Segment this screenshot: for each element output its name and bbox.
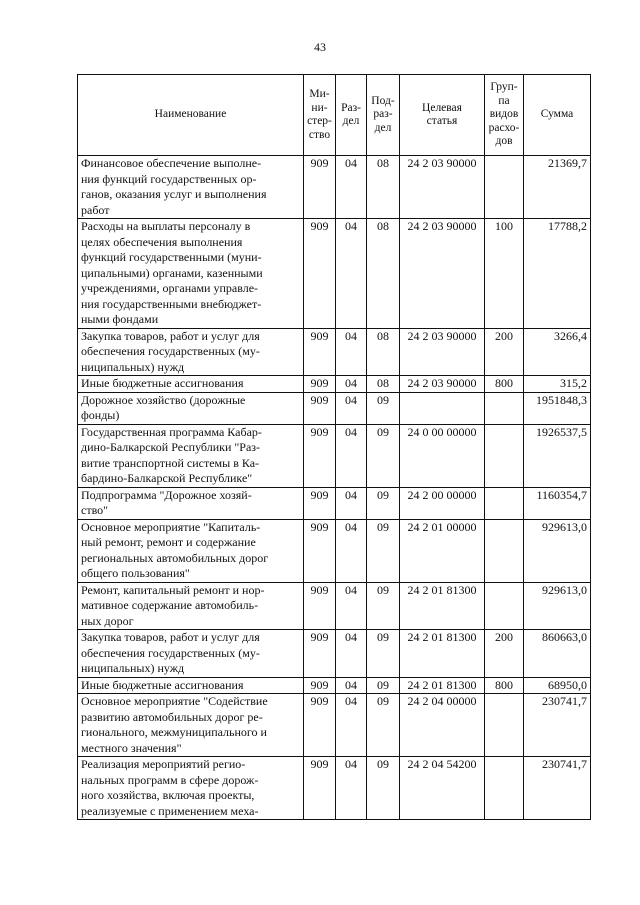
cell-section: 04 (336, 328, 367, 376)
cell-sum: 860663,0 (524, 630, 591, 678)
table-body (78, 156, 591, 820)
cell-sum: 1160354,7 (524, 487, 591, 519)
cell-target: 24 2 01 81300 (400, 582, 485, 630)
table-row (78, 677, 591, 694)
header-target: Целевая статья (400, 75, 485, 156)
cell-subsection: 09 (367, 630, 400, 678)
cell-sum: 21369,7 (524, 156, 591, 219)
cell-sum: 929613,0 (524, 582, 591, 630)
cell-sum: 929613,0 (524, 519, 591, 582)
cell-target: 24 2 03 90000 (400, 219, 485, 329)
cell-group: 200 (485, 630, 524, 678)
cell-target: 24 2 01 81300 (400, 630, 485, 678)
cell-target: 24 2 01 00000 (400, 519, 485, 582)
cell-ministry: 909 (304, 156, 336, 219)
cell-group: 200 (485, 328, 524, 376)
cell-ministry: 909 (304, 376, 336, 393)
cell-name: Основное мероприятие "Содействие развитию автомобильных дорог ре- гионального, межмуниципального и местного значения" (78, 694, 304, 757)
cell-section: 04 (336, 677, 367, 694)
cell-section: 04 (336, 519, 367, 582)
cell-group (485, 757, 524, 820)
cell-sum: 230741,7 (524, 694, 591, 757)
header-name: Наименование (78, 75, 304, 156)
cell-group: 800 (485, 677, 524, 694)
cell-ministry: 909 (304, 219, 336, 329)
cell-group (485, 156, 524, 219)
cell-name: Расходы на выплаты персоналу в целях обеспечения выполнения функций государственными (муни- ципальными) органами, казенными учреждениями, органами управле- ния государственными внебюджет- ными фондами (78, 219, 304, 329)
cell-sum: 1951848,3 (524, 392, 591, 424)
cell-ministry: 909 (304, 392, 336, 424)
cell-subsection: 08 (367, 376, 400, 393)
cell-section: 04 (336, 424, 367, 487)
cell-section: 04 (336, 694, 367, 757)
cell-name: Подпрограмма "Дорожное хозяй- ство" (78, 487, 304, 519)
cell-ministry: 909 (304, 677, 336, 694)
table-row (78, 519, 591, 582)
cell-name: Дорожное хозяйство (дорожные фонды) (78, 392, 304, 424)
cell-target: 24 2 03 90000 (400, 328, 485, 376)
table-row (78, 487, 591, 519)
header-ministry: Ми- ни- стер- ство (304, 75, 336, 156)
cell-ministry: 909 (304, 328, 336, 376)
cell-name: Основное мероприятие "Капиталь- ный ремонт, ремонт и содержание региональных автомобильных дорог общего пользования" (78, 519, 304, 582)
cell-ministry: 909 (304, 487, 336, 519)
table-row (78, 392, 591, 424)
cell-section: 04 (336, 630, 367, 678)
cell-target: 24 2 04 54200 (400, 757, 485, 820)
cell-sum: 230741,7 (524, 757, 591, 820)
cell-target: 24 2 00 00000 (400, 487, 485, 519)
cell-target: 24 0 00 00000 (400, 424, 485, 487)
cell-name: Иные бюджетные ассигнования (78, 677, 304, 694)
cell-sum: 68950,0 (524, 677, 591, 694)
cell-name: Государственная программа Кабар- дино-Балкарской Республики "Раз- витие транспортной системы в Ка- бардино-Балкарской Республике" (78, 424, 304, 487)
cell-name: Закупка товаров, работ и услуг для обеспечения государственных (му- ниципальных) нужд (78, 630, 304, 678)
cell-subsection: 09 (367, 757, 400, 820)
cell-subsection: 09 (367, 424, 400, 487)
cell-subsection: 08 (367, 219, 400, 329)
budget-table (77, 74, 591, 820)
cell-ministry: 909 (304, 424, 336, 487)
table-row (78, 630, 591, 678)
cell-group (485, 694, 524, 757)
header-section: Раз- дел (336, 75, 367, 156)
cell-sum: 315,2 (524, 376, 591, 393)
table-row (78, 156, 591, 219)
cell-ministry: 909 (304, 630, 336, 678)
cell-section: 04 (336, 392, 367, 424)
cell-section: 04 (336, 757, 367, 820)
table-row (78, 424, 591, 487)
cell-ministry: 909 (304, 694, 336, 757)
cell-subsection: 09 (367, 392, 400, 424)
cell-target: 24 2 03 90000 (400, 156, 485, 219)
header-sum: Сумма (524, 75, 591, 156)
page-number: 43 (314, 40, 326, 54)
cell-group (485, 519, 524, 582)
cell-ministry: 909 (304, 757, 336, 820)
cell-name: Ремонт, капитальный ремонт и нор- мативное содержание автомобиль- ных дорог (78, 582, 304, 630)
cell-target: 24 2 04 00000 (400, 694, 485, 757)
cell-section: 04 (336, 219, 367, 329)
table-row (78, 582, 591, 630)
cell-subsection: 09 (367, 582, 400, 630)
cell-group (485, 582, 524, 630)
cell-name: Закупка товаров, работ и услуг для обеспечения государственных (му- ниципальных) нужд (78, 328, 304, 376)
cell-target: 24 2 01 81300 (400, 677, 485, 694)
cell-group (485, 424, 524, 487)
cell-target (400, 392, 485, 424)
header-group: Груп- па видов расхо- дов (485, 75, 524, 156)
cell-group (485, 487, 524, 519)
cell-section: 04 (336, 156, 367, 219)
cell-subsection: 08 (367, 328, 400, 376)
cell-group: 100 (485, 219, 524, 329)
table-row (78, 376, 591, 393)
cell-name: Иные бюджетные ассигнования (78, 376, 304, 393)
cell-group: 800 (485, 376, 524, 393)
table-header-row (78, 75, 591, 156)
cell-subsection: 09 (367, 519, 400, 582)
cell-subsection: 08 (367, 156, 400, 219)
cell-name: Реализация мероприятий регио- нальных программ в сфере дорож- ного хозяйства, включая проекты, реализуемые с применением меха- (78, 757, 304, 820)
cell-section: 04 (336, 487, 367, 519)
cell-group (485, 392, 524, 424)
table-row (78, 328, 591, 376)
cell-sum: 17788,2 (524, 219, 591, 329)
cell-sum: 1926537,5 (524, 424, 591, 487)
cell-name: Финансовое обеспечение выполне- ния функций государственных ор- ганов, оказания услуг и выполнения работ (78, 156, 304, 219)
table-row (78, 219, 591, 329)
cell-target: 24 2 03 90000 (400, 376, 485, 393)
cell-sum: 3266,4 (524, 328, 591, 376)
cell-section: 04 (336, 582, 367, 630)
cell-subsection: 09 (367, 677, 400, 694)
cell-ministry: 909 (304, 519, 336, 582)
table-row (78, 757, 591, 820)
table-row (78, 694, 591, 757)
header-subsection: Под- раз- дел (367, 75, 400, 156)
cell-subsection: 09 (367, 694, 400, 757)
cell-subsection: 09 (367, 487, 400, 519)
cell-section: 04 (336, 376, 367, 393)
cell-ministry: 909 (304, 582, 336, 630)
